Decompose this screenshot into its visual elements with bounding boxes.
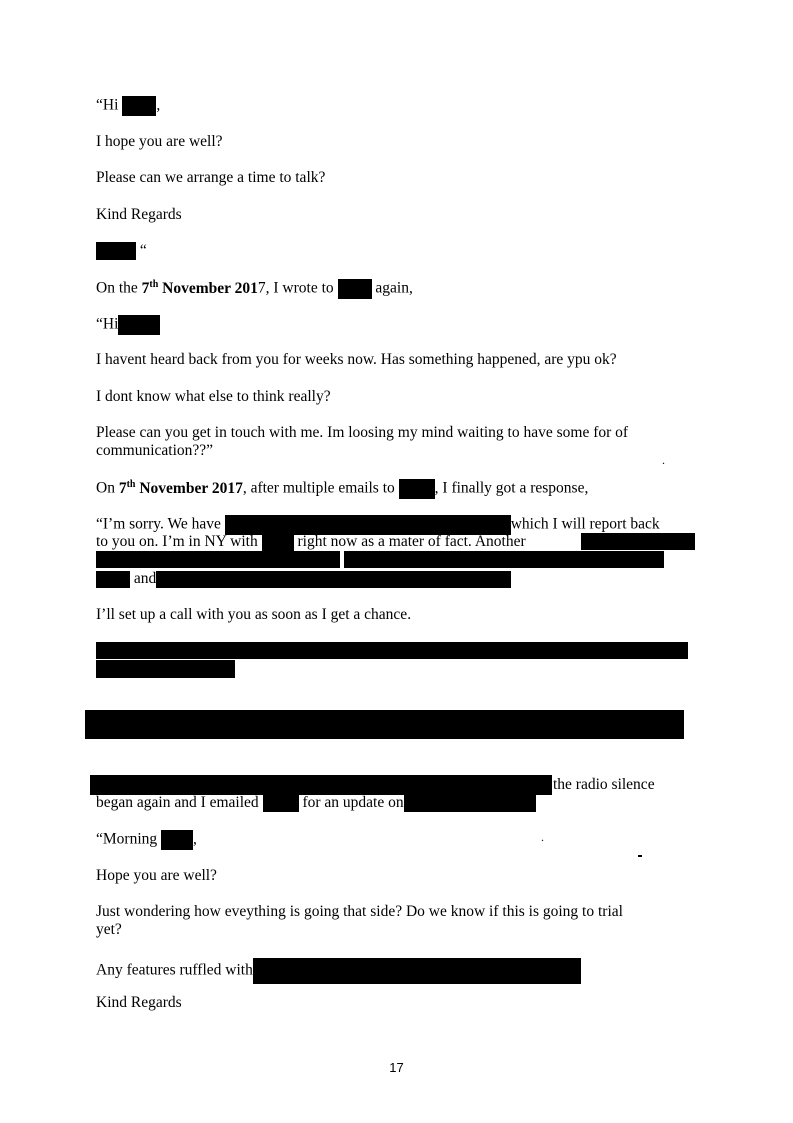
email2-line3a: Please can you get in touch with me. Im loosing my mind waiting to have some for of — [96, 424, 629, 441]
redaction-block — [156, 571, 511, 588]
redaction-block — [118, 315, 160, 335]
redaction-block — [96, 571, 130, 588]
reply-line4: I’ll set up a call with you as soon as I get a chance. — [96, 606, 412, 623]
redaction-block — [161, 830, 193, 850]
redaction-block — [581, 533, 695, 550]
redaction-block — [263, 794, 299, 812]
redaction-block — [85, 710, 684, 739]
redaction-block — [96, 660, 235, 678]
redaction-block — [338, 279, 372, 299]
email2-greeting: “Hi — [96, 315, 160, 335]
email1-greeting: “Hi , — [96, 96, 160, 116]
email3-line2b: yet? — [96, 921, 122, 938]
narrative-paragraph: On the 7th November 2017, I wrote to again, — [96, 279, 413, 299]
email3-signoff: Kind Regards — [96, 994, 182, 1011]
email1-signature: “ — [96, 242, 147, 260]
reply-line1: “I’m sorry. We have which I will report back — [96, 515, 660, 535]
redaction-block — [253, 958, 581, 984]
email2-line2: I dont know what else to think really? — [96, 388, 331, 405]
redaction-block — [90, 775, 552, 795]
narrative-line: the radio silence — [553, 776, 655, 793]
redaction-block — [344, 551, 664, 568]
redaction-block — [399, 479, 435, 499]
email2-line1: I havent heard back from you for weeks now. Has something happened, are ypu ok? — [96, 351, 617, 368]
document-page: “Hi , I hope you are well? Please can we arrange a time to talk? Kind Regards “ On the 7th November 2017, I wrote to again, “Hi I havent heard back from you for weeks now. Has something happened, are ypu ok? I dont know what else to think really? Please can you get in touch with me. Im loosing my mind waiting to have some for of communication??” . On 7th November 2017, after multiple emails to , I finally got a response, “I’m sorry. We have which I will report back to you on. I’m in NY with right now as a mater of fact. Another and I’ll set up a call with you as soon as I get a chance. the radio silence began again and I emailed for an update on “Morning , . Hope you are well? Just wondering how eveything is going that side? Do we know if this is going to trial yet? Any features ruffled with Kind Regards 17 — [0, 0, 793, 1123]
email1-line2: Please can we arrange a time to talk? — [96, 169, 326, 186]
redaction-block — [122, 96, 156, 116]
email1-signoff: Kind Regards — [96, 206, 182, 223]
redaction-block — [96, 242, 136, 260]
redaction-block — [262, 534, 294, 551]
narrative-paragraph: On 7th November 2017, after multiple emails to , I finally got a response, — [96, 479, 588, 499]
redaction-block — [225, 515, 511, 535]
redaction-block — [96, 551, 340, 568]
email1-line1: I hope you are well? — [96, 133, 223, 150]
email2-line3b: communication??” — [96, 442, 214, 459]
reply-line3: and — [96, 570, 511, 588]
email3-line3: Any features ruffled with — [96, 958, 581, 984]
email3-line2a: Just wondering how eveything is going that side? Do we know if this is going to trial — [96, 903, 623, 920]
email3-line1: Hope you are well? — [96, 867, 217, 884]
redaction-block — [404, 794, 536, 812]
redaction-block — [96, 642, 688, 659]
page-number: 17 — [389, 1060, 404, 1075]
email3-greeting: “Morning , — [96, 830, 197, 850]
reply-line2: to you on. I’m in NY with right now as a mater of fact. Another — [96, 533, 526, 550]
narrative-line: began again and I emailed for an update on — [96, 794, 536, 812]
